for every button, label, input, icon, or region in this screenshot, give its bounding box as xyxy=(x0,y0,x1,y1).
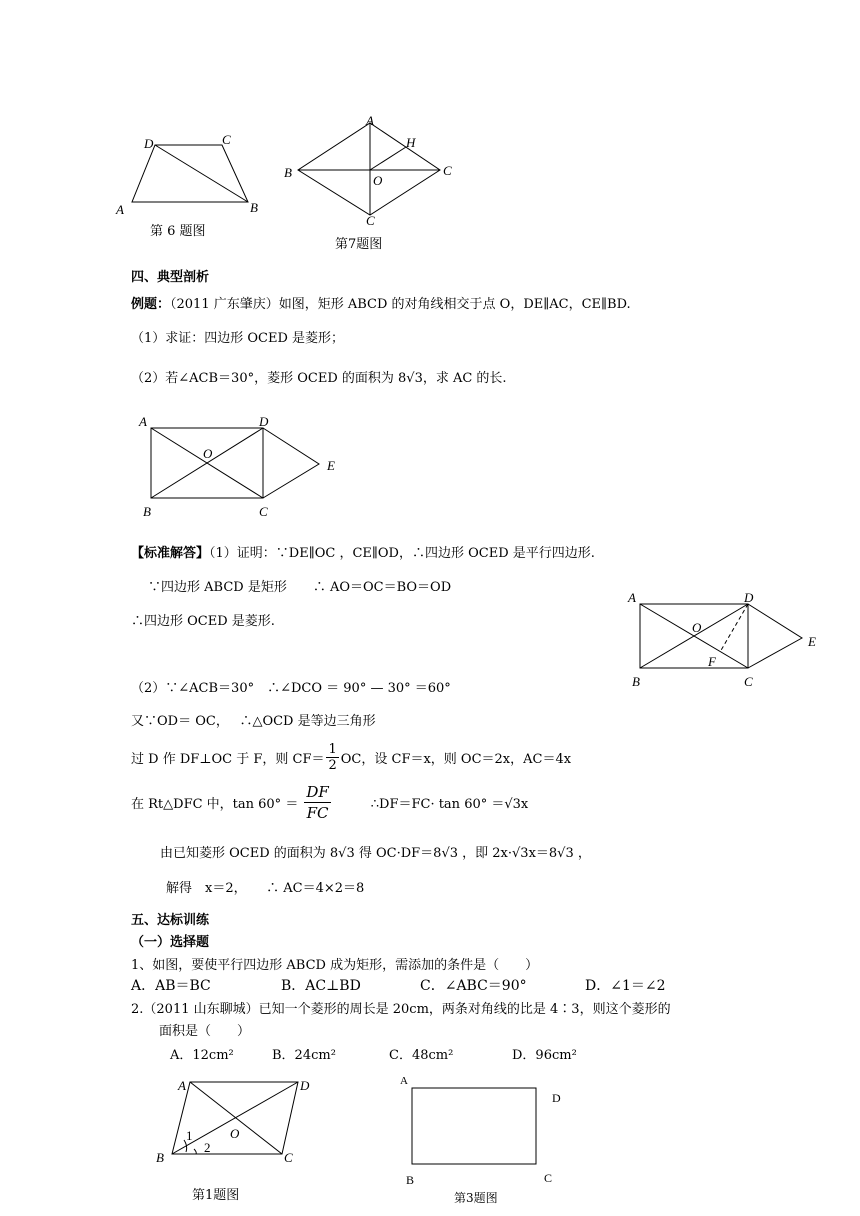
figure-solution xyxy=(622,588,822,690)
figure-6-diagram xyxy=(110,130,270,220)
sol-label-f: F xyxy=(708,654,716,669)
sol-label-a: A xyxy=(628,590,636,605)
sol-label-d: D xyxy=(744,590,754,605)
solution-text-1: （1）证明：∵DE∥OC ，CE∥OD，∴四边形 OCED 是平行四边形. xyxy=(209,546,595,561)
solution-line-1 xyxy=(131,542,595,561)
figure-7 xyxy=(280,115,460,225)
q1fig-label-c: C xyxy=(284,1150,293,1165)
ex-label-c: C xyxy=(259,504,268,519)
fig7-label-a: A xyxy=(366,115,374,128)
q2-option-c[interactable]: C．48cm² xyxy=(389,1048,454,1063)
fig6-label-c: C xyxy=(222,132,231,147)
exercise-q2-line1: 2.（2011 山东聊城）已知一个菱形的周长是 20cm，两条对角线的比是 4∶3，则这个菱形的 xyxy=(131,1002,671,1017)
q1fig-label-2: 2 xyxy=(204,1140,211,1155)
solution-line-3: ∴四边形 OCED 是菱形. xyxy=(131,614,275,629)
section-5-heading: 五、达标训练 xyxy=(131,913,210,928)
fig6-label-b: B xyxy=(250,200,258,215)
q2-option-b[interactable]: B．24cm² xyxy=(272,1048,336,1063)
solution-line-7 xyxy=(131,780,528,824)
ex-label-a: A xyxy=(139,414,147,429)
q1-option-b[interactable]: B．AC⊥BD xyxy=(281,978,361,994)
q1fig-label-a: A xyxy=(178,1078,186,1093)
exercise-q2-line2: 面积是（ ） xyxy=(159,1024,251,1039)
ex-label-o: O xyxy=(203,446,213,461)
sol-label-b: B xyxy=(632,674,640,689)
fig6-label-d: D xyxy=(144,136,154,151)
figure-q1-diagram xyxy=(150,1074,330,1170)
q3fig-label-c: C xyxy=(544,1171,553,1184)
question-2: （2）若∠ACB＝30°，菱形 OCED 的面积为 8√3，求 AC 的长. xyxy=(131,371,507,386)
fig6-caption: 第 6 题图 xyxy=(150,224,206,239)
figure-example xyxy=(135,412,345,522)
q1-option-a[interactable]: A．AB＝BC xyxy=(131,978,211,994)
figure-q3-diagram xyxy=(396,1072,576,1184)
fig7-label-h: H xyxy=(406,135,416,150)
figure-solution-diagram xyxy=(622,588,822,690)
figure-q3 xyxy=(396,1072,576,1184)
fig-q3-caption: 第3题图 xyxy=(454,1191,498,1205)
q1fig-label-d: D xyxy=(300,1078,310,1093)
fig7-label-c2: C xyxy=(366,213,375,225)
fraction-num: 1 xyxy=(328,741,337,757)
exercise-q1: 1、如图，要使平行四边形 ABCD 成为矩形，需添加的条件是（ ） xyxy=(131,958,539,973)
solution-title: 【标准解答】 xyxy=(131,546,210,561)
ex-label-d: D xyxy=(259,414,269,429)
q3fig-label-d: D xyxy=(552,1091,561,1105)
q2-option-a[interactable]: A．12cm² xyxy=(170,1048,234,1063)
fig-q1-caption: 第1题图 xyxy=(192,1188,240,1203)
fraction-one-half xyxy=(326,742,338,773)
solution-line-5: 又∵OD＝ OC， ∴△OCD 是等边三角形 xyxy=(131,714,376,729)
fig7-caption: 第7题图 xyxy=(335,237,383,252)
example-text: （2011 广东肇庆）如图，矩形 ABCD 的对角线相交于点 O，DE∥AC，CE∥BD. xyxy=(170,297,631,312)
ex-label-e: E xyxy=(327,458,335,473)
figure-q1 xyxy=(150,1074,330,1170)
figure-7-diagram xyxy=(280,115,460,225)
solution-line-6-a: 过 D 作 DF⊥OC 于 F，则 CF＝ xyxy=(131,751,325,767)
solution-line-8: 由已知菱形 OCED 的面积为 8√3 得 OC·DF＝8√3 ，即 2x·√3x＝8√3 ， xyxy=(160,846,591,861)
fig7-label-c: C xyxy=(443,163,452,178)
figure-6 xyxy=(110,130,270,220)
q1fig-label-o: O xyxy=(230,1126,240,1141)
q1fig-label-b: B xyxy=(156,1150,164,1165)
q1-option-d[interactable]: D．∠1＝∠2 xyxy=(585,978,666,994)
example-line xyxy=(131,293,631,312)
figure-example-diagram xyxy=(135,412,345,522)
q2-option-d[interactable]: D．96cm² xyxy=(512,1048,577,1063)
q3fig-label-a: A xyxy=(400,1075,408,1087)
solution-line-7-b: ∴DF＝FC· tan 60° ＝√3x xyxy=(370,796,529,812)
ex-label-b: B xyxy=(143,504,151,519)
solution-line-6-b: OC，设 CF＝x，则 OC＝2x，AC＝4x xyxy=(340,751,572,767)
solution-line-4: （2）∵∠ACB＝30° ∴∠DCO ＝ 90° — 30° ＝60° xyxy=(131,681,451,696)
fig7-label-o: O xyxy=(373,173,383,188)
q1fig-label-1: 1 xyxy=(186,1128,193,1143)
fraction-fc: FC xyxy=(306,803,329,822)
fraction-den: 2 xyxy=(328,757,337,773)
section-5-sub: （一）选择题 xyxy=(131,935,210,950)
solution-line-6 xyxy=(131,740,571,774)
question-1: （1）求证：四边形 OCED 是菱形； xyxy=(131,331,345,346)
fraction-df-fc xyxy=(304,782,330,823)
section-4-heading: 四、典型剖析 xyxy=(131,270,210,285)
solution-line-7-a: 在 Rt△DFC 中，tan 60° ＝ xyxy=(131,796,299,812)
fig6-label-a: A xyxy=(116,202,124,217)
sol-label-c: C xyxy=(744,674,753,689)
solution-line-2: ∵四边形 ABCD 是矩形 ∴ AO＝OC＝BO＝OD xyxy=(148,580,452,595)
sol-label-e: E xyxy=(808,634,816,649)
q1-option-c[interactable]: C．∠ABC＝90° xyxy=(420,978,527,994)
example-label: 例题： xyxy=(131,297,171,312)
fig7-label-b: B xyxy=(284,165,292,180)
fraction-df: DF xyxy=(306,782,329,801)
solution-line-9: 解得 x＝2， ∴ AC＝4×2＝8 xyxy=(166,881,365,896)
sol-label-o: O xyxy=(692,620,702,635)
q3fig-label-b: B xyxy=(406,1173,415,1184)
